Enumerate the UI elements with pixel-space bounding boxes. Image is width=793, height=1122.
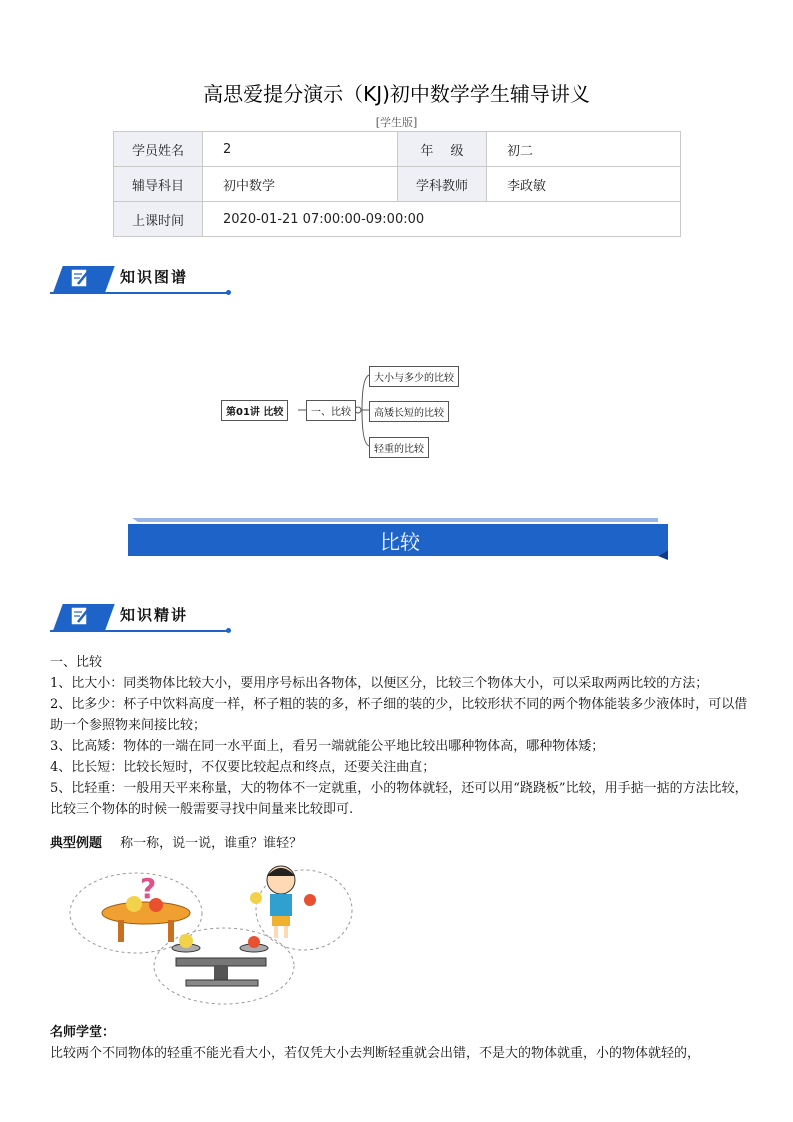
lecture-content — [50, 652, 750, 820]
document-title: 高思爱提分演示（KJ)初中数学学生辅导讲义 — [203, 82, 590, 106]
content-item: 4、比长短：比较长短时，不仅要比较起点和终点，还要关注曲直； — [50, 760, 436, 775]
content-item: 1、比大小：同类物体比较大小，要用序号标出各物体，以便区分，比较三个物体大小，可以采取两两比较的方法； — [50, 676, 709, 691]
section-title: 知识精讲 — [120, 606, 189, 624]
subject-value: 初中数学 — [203, 167, 398, 202]
mindmap-root: 第01讲 比较 — [221, 400, 288, 421]
teacher-notes — [50, 1022, 750, 1064]
teacher-label: 名师学堂： — [50, 1025, 116, 1040]
time-label: 上课时间 — [114, 202, 203, 237]
name-value: 2 — [203, 132, 398, 167]
svg-text:?: ? — [140, 872, 157, 905]
example-line — [50, 833, 750, 854]
pencil-note-icon — [68, 602, 94, 628]
teacher-text: 比较两个不同物体的轻重不能光看大小，若仅凭大小去判断轻重就会出错，不是大的物体就重，小的物体就轻的， — [50, 1046, 701, 1061]
table-row — [114, 132, 681, 167]
table-row — [114, 167, 681, 202]
weighing-illustration — [66, 858, 356, 1008]
teacher-label: 学科教师 — [398, 167, 487, 202]
mindmap-leaf: 大小与多少的比较 — [369, 366, 459, 387]
teacher-value: 李政敏 — [487, 167, 681, 202]
example-label: 典型例题 — [50, 836, 103, 851]
section-header-map — [50, 262, 230, 298]
grade-label: 年 级 — [398, 132, 487, 167]
mindmap-leaf: 轻重的比较 — [369, 437, 429, 458]
name-label: 学员姓名 — [114, 132, 203, 167]
version-tag: [学生版] — [375, 116, 418, 129]
section-header-lecture — [50, 600, 230, 636]
grade-value: 初二 — [487, 132, 681, 167]
example-text: 称一称，说一说，谁重？谁轻？ — [120, 836, 303, 851]
time-value: 2020-01-21 07:00:00-09:00:00 — [203, 202, 681, 237]
banner-title: 比较 — [380, 530, 420, 554]
content-item: 5、比轻重：一般用天平来称量，大的物体不一定就重，小的物体就轻，还可以用“跷跷板”比较，用手掂一掂的方法比较，比较三个物体的时候一般需要寻找中间量来比较即可. — [50, 781, 748, 817]
content-item: 2、比多少：杯子中饮料高度一样，杯子粗的装的多，杯子细的装的少，比较形状不同的两个物体能装多少液体时，可以借助一个参照物来间接比较； — [50, 697, 748, 733]
student-info-table — [113, 131, 681, 237]
mindmap-mid: 一、比较 — [306, 400, 356, 421]
section-title: 知识图谱 — [120, 268, 189, 286]
content-heading: 一、比较 — [50, 655, 103, 670]
pencil-note-icon — [68, 264, 94, 290]
topic-banner — [128, 520, 672, 560]
table-row — [114, 202, 681, 237]
subject-label: 辅导科目 — [114, 167, 203, 202]
mindmap-leaf: 高矮长短的比较 — [369, 401, 449, 422]
content-item: 3、比高矮：物体的一端在同一水平面上，看另一端就能公平地比较出哪种物体高，哪种物体矮； — [50, 739, 605, 754]
